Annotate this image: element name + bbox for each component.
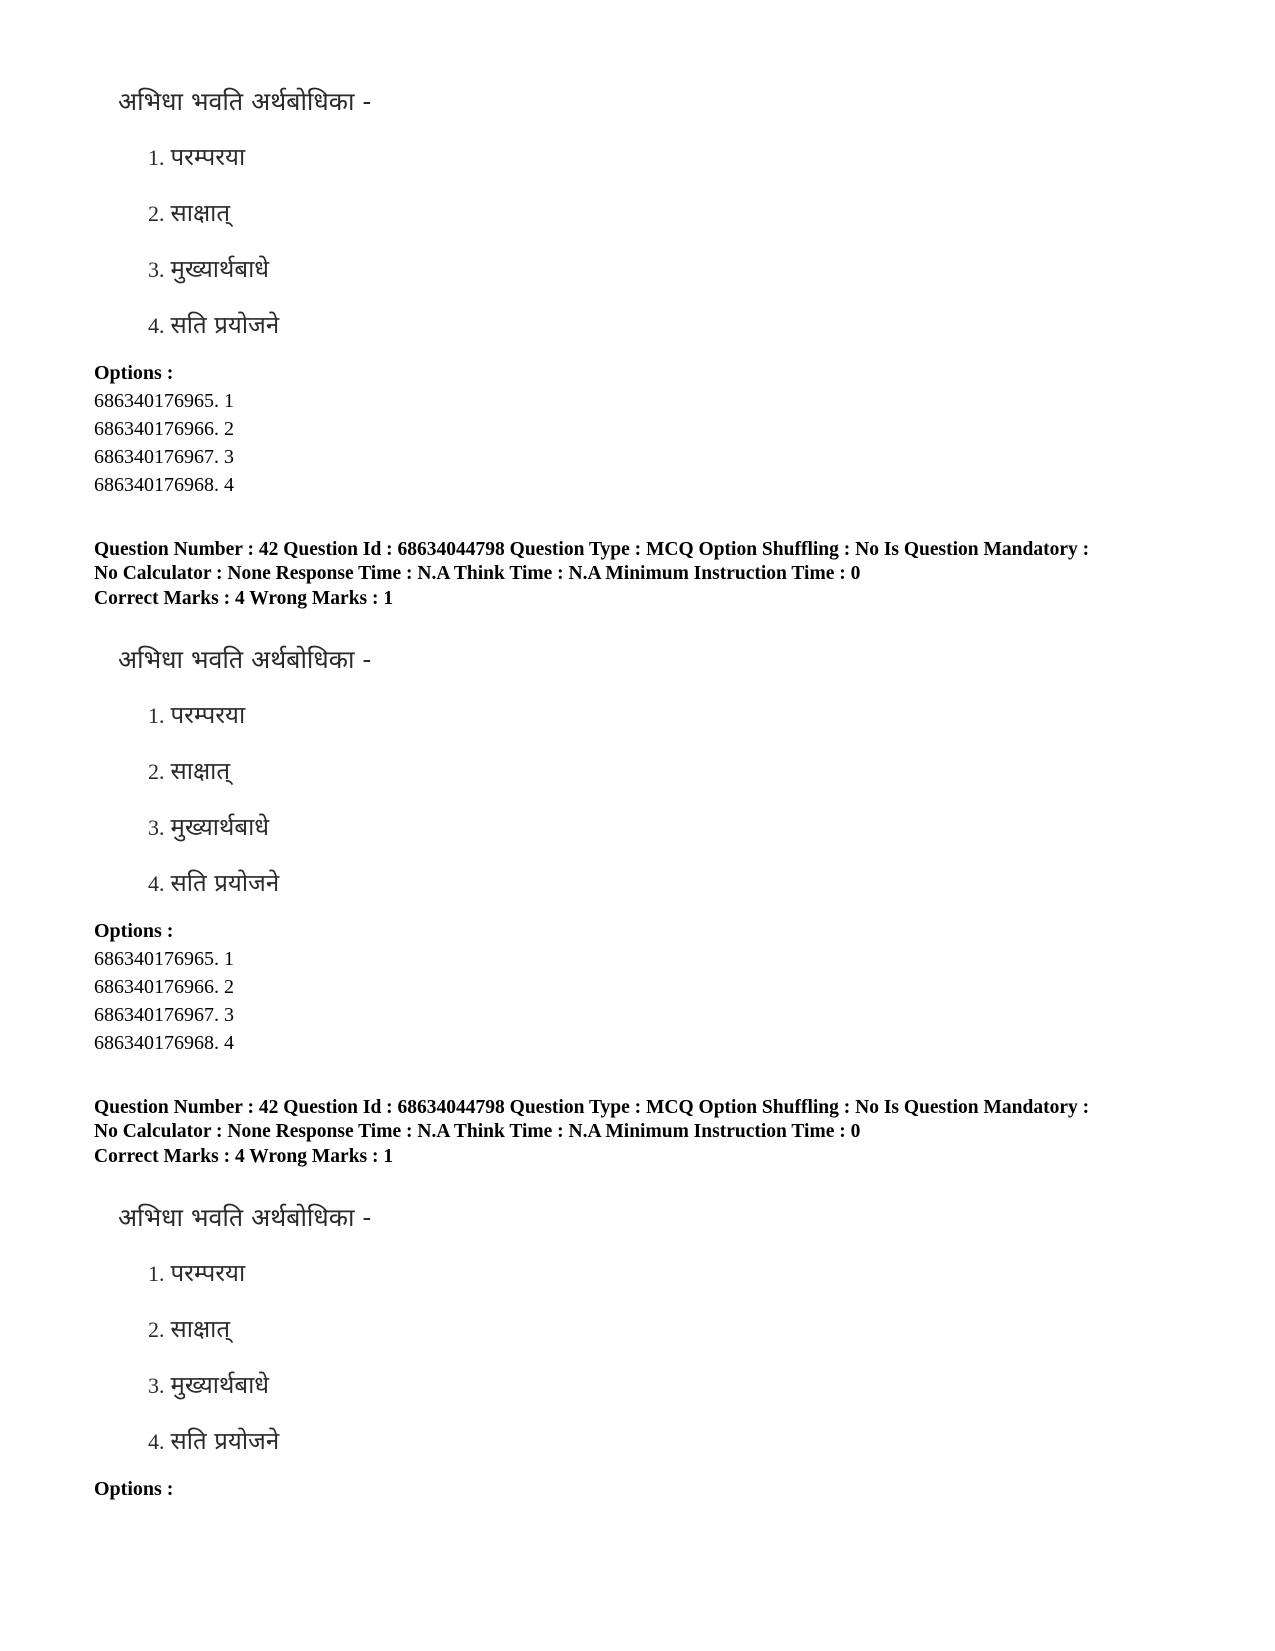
question-metadata-line-1: Question Number : 42 Question Id : 68634044798 Question Type : MCQ Option Shuffling : No Is Question Mandatory : <box>94 539 1090 560</box>
question-metadata-line-1: Question Number : 42 Question Id : 68634044798 Question Type : MCQ Option Shuffling : No Is Question Mandatory : <box>94 1097 1090 1118</box>
question-choice-3: 3. मुख्यार्थबाधे <box>148 1371 270 1399</box>
option-item: 686340176968. 4 <box>94 474 234 496</box>
options-label: Options : <box>94 362 174 384</box>
question-metadata <box>94 1096 1204 1144</box>
question-choice-1: 1. परम्परया <box>148 1259 246 1287</box>
question-choice-2: 2. साक्षात् <box>148 1315 231 1343</box>
question-metadata-line-2: No Calculator : None Response Time : N.A Think Time : N.A Minimum Instruction Time : 0 <box>94 1121 861 1142</box>
question-metadata-line-2: No Calculator : None Response Time : N.A Think Time : N.A Minimum Instruction Time : 0 <box>94 563 861 584</box>
option-item: 686340176965. 1 <box>94 390 234 412</box>
option-item: 686340176968. 4 <box>94 1032 234 1054</box>
question-choice-1: 1. परम्परया <box>148 701 246 729</box>
question-stem: अभिधा भवति अर्थबोधिका - <box>118 645 372 674</box>
question-metadata <box>94 538 1204 586</box>
question-choice-3: 3. मुख्यार्थबाधे <box>148 813 270 841</box>
option-item: 686340176967. 3 <box>94 446 234 468</box>
option-item: 686340176966. 2 <box>94 976 234 998</box>
question-choice-1: 1. परम्परया <box>148 143 246 171</box>
option-item: 686340176966. 2 <box>94 418 234 440</box>
question-choice-4: 4. सति प्रयोजने <box>148 1427 280 1455</box>
question-choice-4: 4. सति प्रयोजने <box>148 869 280 897</box>
question-stem: अभिधा भवति अर्थबोधिका - <box>118 1203 372 1232</box>
options-label: Options : <box>94 920 174 942</box>
question-choice-4: 4. सति प्रयोजने <box>148 311 280 339</box>
question-choice-3: 3. मुख्यार्थबाधे <box>148 255 270 283</box>
question-stem: अभिधा भवति अर्थबोधिका - <box>118 87 372 116</box>
question-marks: Correct Marks : 4 Wrong Marks : 1 <box>94 1146 394 1167</box>
question-choice-2: 2. साक्षात् <box>148 199 231 227</box>
option-item: 686340176965. 1 <box>94 948 234 970</box>
options-label: Options : <box>94 1478 174 1500</box>
option-item: 686340176967. 3 <box>94 1004 234 1026</box>
question-choice-2: 2. साक्षात् <box>148 757 231 785</box>
question-marks: Correct Marks : 4 Wrong Marks : 1 <box>94 588 394 609</box>
